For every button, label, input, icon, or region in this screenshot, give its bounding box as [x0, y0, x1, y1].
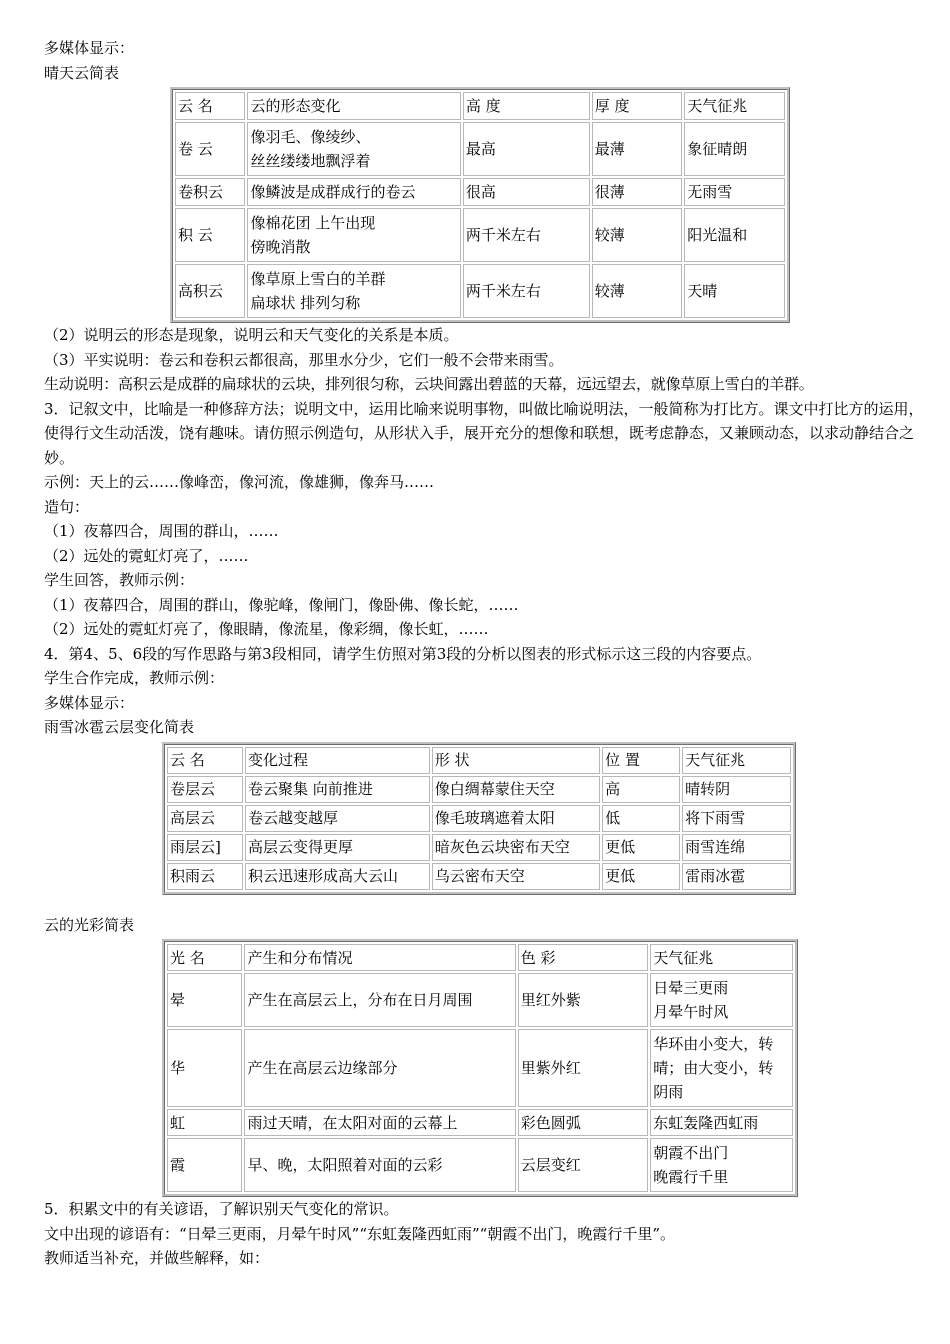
table-cell: 像白绸幕蒙住天空 [432, 776, 600, 803]
table-cell: 朝霞不出门 晚霞行千里 [650, 1138, 793, 1192]
paragraph: 示例：天上的云……像峰峦，像河流，像雄狮，像奔马…… [44, 473, 435, 491]
table-row [175, 122, 785, 176]
table2-header-cell: 天气征兆 [682, 747, 791, 774]
paragraph: 教师适当补充，并做些解释，如： [44, 1249, 270, 1267]
table3-header-cell: 光 名 [167, 944, 242, 971]
table-cell: 很薄 [592, 178, 683, 206]
paragraph: （1）夜幕四合，周围的群山，像驼峰，像闸门，像卧佛、像长蛇，…… [44, 595, 519, 614]
paragraph: （2）说明云的形态是现象，说明云和天气变化的关系是本质。 [44, 326, 459, 344]
table2-title: 雨雪冰雹云层变化简表 [44, 718, 195, 736]
table-cell: 卷层云 [167, 776, 243, 803]
table-cell: 晴转阴 [682, 776, 791, 803]
table-row [167, 1138, 793, 1192]
table2-header-cell: 变化过程 [245, 747, 430, 774]
table1-title: 晴天云简表 [44, 63, 120, 82]
table-cell: 很高 [463, 178, 590, 206]
paragraph: 学生回答，教师示例： [44, 571, 195, 589]
table-cell: 像草原上雪白的羊群 扁球状 排列匀称 [247, 264, 460, 318]
table-cell: 最高 [463, 122, 590, 176]
table-cell: 积 云 [175, 208, 245, 262]
table-cell: 卷云越变越厚 [245, 805, 430, 832]
paragraph: 4．第4、5、6段的写作思路与第3段相同，请学生仿照对第3段的分析以图表的形式标示这三段的内容要点。 [44, 644, 762, 663]
table-cell: 积云迅速形成高大云山 [245, 863, 430, 890]
table-cell: 像毛玻璃遮着太阳 [432, 805, 600, 832]
paragraph: （1）夜幕四合，周围的群山，…… [44, 522, 279, 540]
table-cell: 低 [602, 805, 680, 832]
clear-sky-cloud-table [170, 87, 790, 323]
paragraph: 5．积累文中的有关谚语，了解识别天气变化的常识。 [44, 1200, 399, 1218]
table2-header-cell: 位 置 [602, 747, 680, 774]
table-cell: 雨雪连绵 [682, 834, 791, 861]
table-cell: 雨层云] [167, 834, 243, 861]
table-cell: 卷云聚集 向前推进 [245, 776, 430, 803]
table-cell: 彩色圆弧 [518, 1109, 649, 1136]
table-cell: 卷 云 [175, 122, 245, 176]
spacer [44, 895, 924, 913]
table1-header-cell: 厚 度 [592, 92, 683, 120]
table-cell: 象征晴朗 [684, 122, 785, 176]
table-cell: 产生在高层云上，分布在日月周围 [244, 973, 515, 1027]
table-cell: 两千米左右 [463, 208, 590, 262]
table-cell: 虹 [167, 1109, 242, 1136]
table1-header-cell: 高 度 [463, 92, 590, 120]
table-row [175, 178, 785, 206]
table-cell: 华环由小变大，转 晴；由大变小，转 阴雨 [650, 1029, 793, 1107]
table-cell: 云层变红 [518, 1138, 649, 1192]
table2-header-cell: 形 状 [432, 747, 600, 774]
table-cell: 霞 [167, 1138, 242, 1192]
table-cell: 两千米左右 [463, 264, 590, 318]
table3-title: 云的光彩简表 [44, 915, 135, 934]
table-row [167, 1029, 793, 1107]
table3-header-row [167, 944, 793, 971]
table-cell: 雨过天晴，在太阳对面的云幕上 [244, 1109, 515, 1136]
table2-header-cell: 云 名 [167, 747, 243, 774]
paragraph: 学生合作完成，教师示例： [44, 669, 225, 687]
table-cell: 无雨雪 [684, 178, 785, 206]
table-cell: 早、晚，太阳照着对面的云彩 [244, 1138, 515, 1192]
table-cell: 天晴 [684, 264, 785, 318]
table-cell: 更低 [602, 834, 680, 861]
table-cell: 东虹轰隆西虹雨 [650, 1109, 793, 1136]
document-page [44, 36, 924, 1271]
table-cell: 卷积云 [175, 178, 245, 206]
table-row [167, 805, 791, 832]
table1-header-cell: 云的形态变化 [247, 92, 460, 120]
table-cell: 高层云变得更厚 [245, 834, 430, 861]
table-cell: 高层云 [167, 805, 243, 832]
table-cell: 雷雨冰雹 [682, 863, 791, 890]
table-row [175, 208, 785, 262]
table-row [167, 863, 791, 890]
table-cell: 产生在高层云边缘部分 [244, 1029, 515, 1107]
paragraph: 多媒体显示： [44, 693, 135, 712]
table-cell: 晕 [167, 973, 242, 1027]
cloud-light-table [162, 939, 798, 1197]
paragraph: 生动说明：高积云是成群的扁球状的云块，排列很匀称，云块间露出碧蓝的天幕，远远望去，就像草原上雪白的羊群。 [44, 375, 814, 393]
table-cell: 阳光温和 [684, 208, 785, 262]
table-cell: 日晕三更雨 月晕午时风 [650, 973, 793, 1027]
table-cell: 华 [167, 1029, 242, 1107]
table-row [167, 776, 791, 803]
intro-line-1: 多媒体显示： [44, 39, 135, 57]
table-cell: 更低 [602, 863, 680, 890]
table-cell: 积雨云 [167, 863, 243, 890]
table1-header-cell: 天气征兆 [684, 92, 785, 120]
table2-header-row [167, 747, 791, 774]
table3-header-cell: 天气征兆 [650, 944, 793, 971]
table-cell: 里紫外红 [518, 1029, 649, 1107]
table-cell: 高 [602, 776, 680, 803]
table-cell: 高积云 [175, 264, 245, 318]
paragraph: （2）远处的霓虹灯亮了，…… [44, 546, 249, 565]
table-cell: 像鳞波是成群成行的卷云 [247, 178, 460, 206]
table3-header-cell: 色 彩 [518, 944, 649, 971]
table-cell: 最薄 [592, 122, 683, 176]
table-cell: 像羽毛、像绫纱、 丝丝缕缕地飘浮着 [247, 122, 460, 176]
table-cell: 暗灰色云块密布天空 [432, 834, 600, 861]
paragraph: （2）远处的霓虹灯亮了，像眼睛，像流星，像彩绸，像长虹，…… [44, 620, 489, 638]
table-row [167, 1109, 793, 1136]
table1-header-row [175, 92, 785, 120]
table-cell: 里红外紫 [518, 973, 649, 1027]
paragraph: 造句： [44, 497, 90, 516]
rain-snow-cloud-table [162, 742, 796, 895]
table-cell: 较薄 [592, 264, 683, 318]
table-cell: 像棉花团 上午出现 傍晚消散 [247, 208, 460, 262]
table-cell: 较薄 [592, 208, 683, 262]
table3-header-cell: 产生和分布情况 [244, 944, 515, 971]
table-row [175, 264, 785, 318]
paragraph: （3）平实说明：卷云和卷积云都很高，那里水分少，它们一般不会带来雨雪。 [44, 350, 564, 369]
table-row [167, 834, 791, 861]
paragraph: 文中出现的谚语有：“日晕三更雨，月晕午时风”“东虹轰隆西虹雨”“朝霞不出门，晚霞行千里”。 [44, 1224, 676, 1243]
table-cell: 将下雨雪 [682, 805, 791, 832]
table-row [167, 973, 793, 1027]
table1-header-cell: 云 名 [175, 92, 245, 120]
paragraph: 3．记叙文中，比喻是一种修辞方法；说明文中，运用比喻来说明事物，叫做比喻说明法，一般简称为打比方。课文中打比方的运用，使得行文生动活泼，饶有趣味。请仿照示例造句，从形状入手，展开充分的想像和联想，既考虑静态，又兼顾动态，以求动静结合之妙。 [44, 399, 924, 467]
table-cell: 乌云密布天空 [432, 863, 600, 890]
